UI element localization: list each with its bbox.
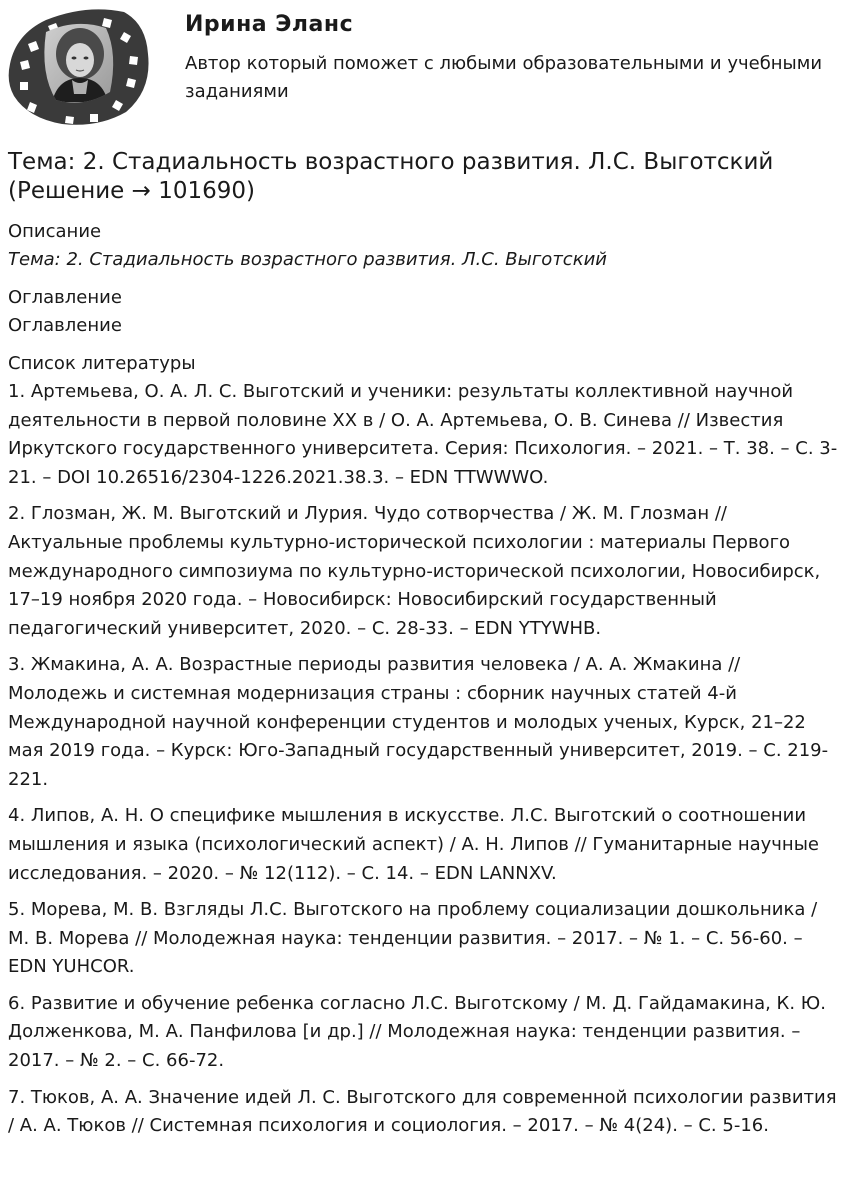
table-of-contents xyxy=(8,284,847,340)
reference-item: 2. Глозман, Ж. М. Выготский и Лурия. Чудо сотворчества / Ж. М. Глозман // Актуальные проблемы культурно-исторической психологии : материалы Первого международного симпозиума по культурно-исторической психологии, Новосибирск, 17–19 ноября 2020 года. – Новосибирск: Новосибирский государственный педагогический университет, 2020. – С. 28-33. – EDN YTYWHB. xyxy=(8,503,821,639)
author-description: Автор который поможет с любыми образовательными и учебными заданиями xyxy=(185,53,823,102)
reference-item: 6. Развитие и обучение ребенка согласно Л.С. Выготскому / М. Д. Гайдамакина, К. Ю. Долженкова, М. А. Панфилова [и др.] // Молодежная наука: тенденции развития. – 2017. – № 2. – С. 66-72. xyxy=(8,992,826,1072)
film-strip-photo-frame xyxy=(6,4,152,128)
reference-item: 3. Жмакина, А. А. Возрастные периоды развития человека / А. А. Жмакина // Молодежь и системная модернизация страны : сборник научных статей 4-й Международной научной конференции студентов и молодых ученых, Курск, 21–22 мая 2019 года. – Курск: Юго-Западный государственный университет, 2019. – С. 219-221. xyxy=(8,654,829,790)
author-avatar xyxy=(6,4,152,128)
literature-label: Список литературы xyxy=(8,353,196,374)
reference-item: 7. Тюков, А. А. Значение идей Л. С. Выготского для современной психологии развития / А. А. Тюков // Системная психология и социология. – 2017. – № 4(24). – С. 5-16. xyxy=(8,1086,837,1137)
author-card xyxy=(0,0,847,130)
description-label: Описание xyxy=(8,221,102,242)
reference-item: 1. Артемьева, О. А. Л. С. Выготский и ученики: результаты коллективной научной деятельности в первой половине XX в / О. А. Артемьева, О. В. Синева // Известия Иркутского государственного университета. Серия: Психология. – 2021. – Т. 38. – С. 3-21. – DOI 10.26516/2304-1226.2021.38.3. – EDN TTWWWO. xyxy=(8,381,838,488)
author-name: Ирина Эланс xyxy=(185,12,354,37)
description-text: Тема: 2. Стадиальность возрастного развития. Л.С. Выготский xyxy=(8,249,607,270)
reference-item: 5. Морева, М. В. Взгляды Л.С. Выготского на проблему социализации дошкольника / М. В. Морева // Молодежная наука: тенденции развития. – 2017. – № 1. – С. 56-60. – EDN YUHCOR. xyxy=(8,899,818,978)
toc-text: Оглавление xyxy=(8,315,122,336)
toc-label: Оглавление xyxy=(8,287,122,308)
reference-item: 4. Липов, А. Н. О специфике мышления в искусстве. Л.С. Выготский о соотношении мышления и языка (психологический аспект) / А. Н. Липов // Гуманитарные научные исследования. – 2020. – № 12(112). – С. 14. – EDN LANNXV. xyxy=(8,805,819,884)
page-title: Тема: 2. Стадиальность возрастного развития. Л.С. Выготский (Решение → 101690) xyxy=(8,149,774,204)
reference-list xyxy=(8,378,842,1141)
